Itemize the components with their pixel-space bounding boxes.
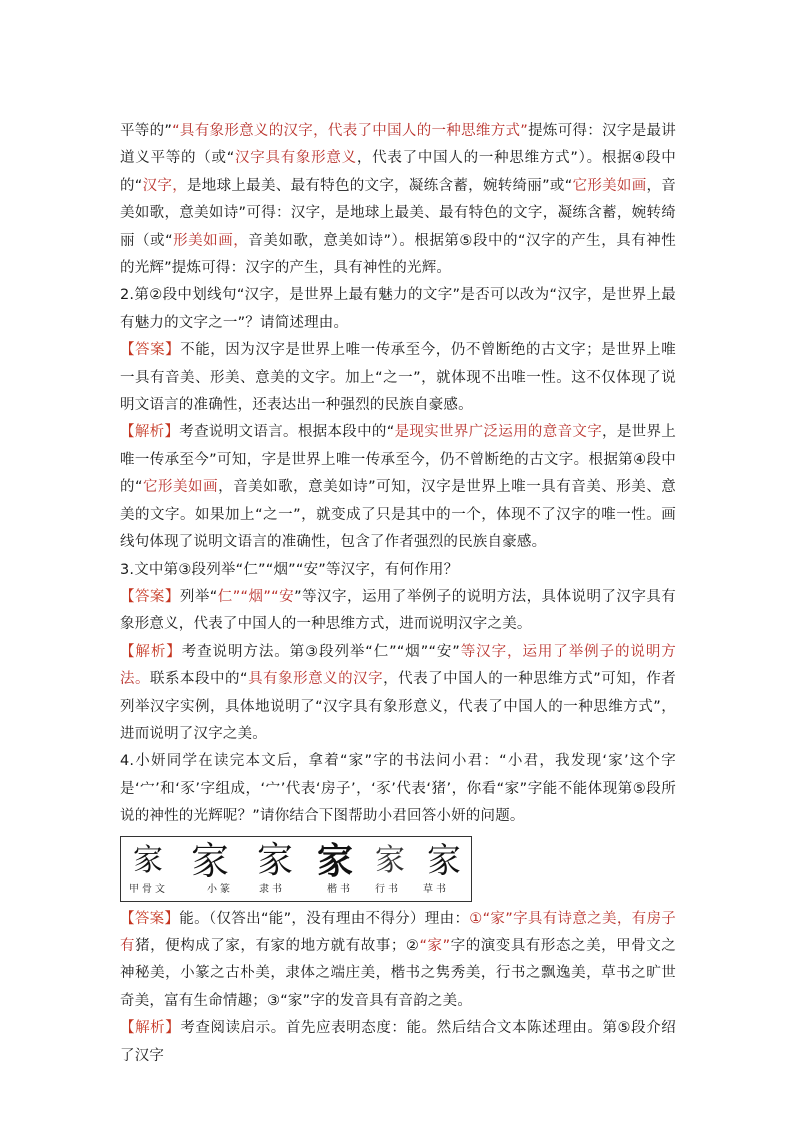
calligraphy-glyphs <box>121 838 471 883</box>
answer-2: 【答案】不能，因为汉字是世界上唯一传承至今，仍不曾断绝的古文字；是世界上唯一具有音美、形美、意美的文字。加上“之一”，就体现不出唯一性。这不仅体现了说明文语言的准确性，还表达出一种强烈的民族自豪感。 <box>120 342 676 414</box>
analysis-3: 【解析】考查说明方法。第③段列举“仁”“烟”“安”等汉字，运用了举例子的说明方法。联系本段中的“具有象形意义的汉字，代表了中国人的一种思维方式”可知，作者列举汉字实例，具体地说明了“汉字具有象形意义，代表了中国人的一种思维方式”，进而说明了汉字之美。 <box>120 643 676 742</box>
label-clerical: 隶书 <box>259 883 285 895</box>
question-4: 4.小妍同学在读完本文后，拿着“家”字的书法问小君：“小君，我发现‘家’这个字是‘宀’和‘豕’字组成，‘宀’代表‘房子’，‘豕’代表‘猪’，你看“家”字能不能体现第⑤段所说的神性的光辉呢？”请你结合下图帮助小君回答小妍的问题。 <box>120 753 676 825</box>
analysis-tag: 【解析】 <box>120 1020 181 1037</box>
label-oracle-bone: 甲骨文 <box>129 883 168 895</box>
calligraphy-labels <box>121 881 471 897</box>
glyph-small-seal: 家 <box>191 838 230 883</box>
intro-paragraph: 平等的”“具有象形意义的汉字，代表了中国人的一种思维方式”提炼可得：汉字是最讲道义平等的（或“汉字具有象形意义，代表了中国人的一种思维方式”）。根据④段中的“汉字，是地球上最美、最有特色的文字，凝练含蓄，婉转绮丽”或“它形美如画，音美如歌，意美如诗”可得：汉字，是地球上最美、最有特色的文字，凝练含蓄，婉转绮丽（或“形美如画，音美如歌，意美如诗”）。根据第⑤段中的“汉字的产生，具有神性的光辉”提炼可得：汉字的产生，具有神性的光辉。 <box>120 123 677 277</box>
glyph-cursive: 家 <box>427 840 462 881</box>
label-regular: 楷书 <box>327 883 353 895</box>
answer-tag: 【答案】 <box>120 910 180 927</box>
label-small-seal: 小篆 <box>207 883 233 895</box>
glyph-running: 家 <box>375 842 406 878</box>
glyph-clerical: 家 <box>257 839 294 881</box>
label-cursive: 草书 <box>423 883 449 895</box>
question-3: 3.文中第③段列举“仁”“烟”“安”等汉字，有何作用？ <box>120 561 459 578</box>
answer-tag: 【答案】 <box>120 588 180 605</box>
analysis-4: 【解析】考查阅读启示。首先应表明态度：能。然后结合文本陈述理由。第⑤段介绍了汉字 <box>120 1020 676 1064</box>
document-content <box>120 118 676 1070</box>
analysis-tag: 【解析】 <box>120 424 180 441</box>
question-2: 2.第②段中划线句“汉字，是世界上最有魅力的文字”是否可以改为“汉字，是世界上最有魅力的文字之一”？请简述理由。 <box>120 287 676 331</box>
answer-4: 【答案】能。（仅答出“能”，没有理由不得分）理由：①“家”字具有诗意之美，有房子有猪，便构成了家，有家的地方就有故事；②“家”字的演变具有形态之美，甲骨文之神秘美，小篆之古朴美，隶体之端庄美，楷书之隽秀美，行书之飘逸美，草书之旷世奇美，富有生命情趣；③“家”字的发音具有音韵之美。 <box>120 910 677 1009</box>
calligraphy-figure <box>120 836 472 902</box>
analysis-tag: 【解析】 <box>120 643 182 660</box>
answer-tag: 【答案】 <box>120 342 181 359</box>
label-running: 行书 <box>375 883 401 895</box>
answer-3: 【答案】列举“仁”“烟”“安”等汉字，运用了举例子的说明方法，具体说明了汉字具有象形意义，代表了中国人的一种思维方式，进而说明汉字之美。 <box>120 588 676 633</box>
analysis-2: 【解析】考查说明文语言。根据本段中的“是现实世界广泛运用的意音文字，是世界上唯一传承至今”可知，字是世界上唯一传承至今，仍不曾断绝的古文字。根据第④段中的“它形美如画，音美如歌，意美如诗”可知，汉字是世界上唯一具有音美、形美、意美的文字。如果加上“之一”，就变成了只是其中的一个，体现不了汉字的唯一性。画线句体现了说明文语言的准确性，包含了作者强烈的民族自豪感。 <box>120 424 677 551</box>
glyph-regular: 家 <box>317 839 354 882</box>
glyph-oracle-bone: 家 <box>133 842 164 878</box>
